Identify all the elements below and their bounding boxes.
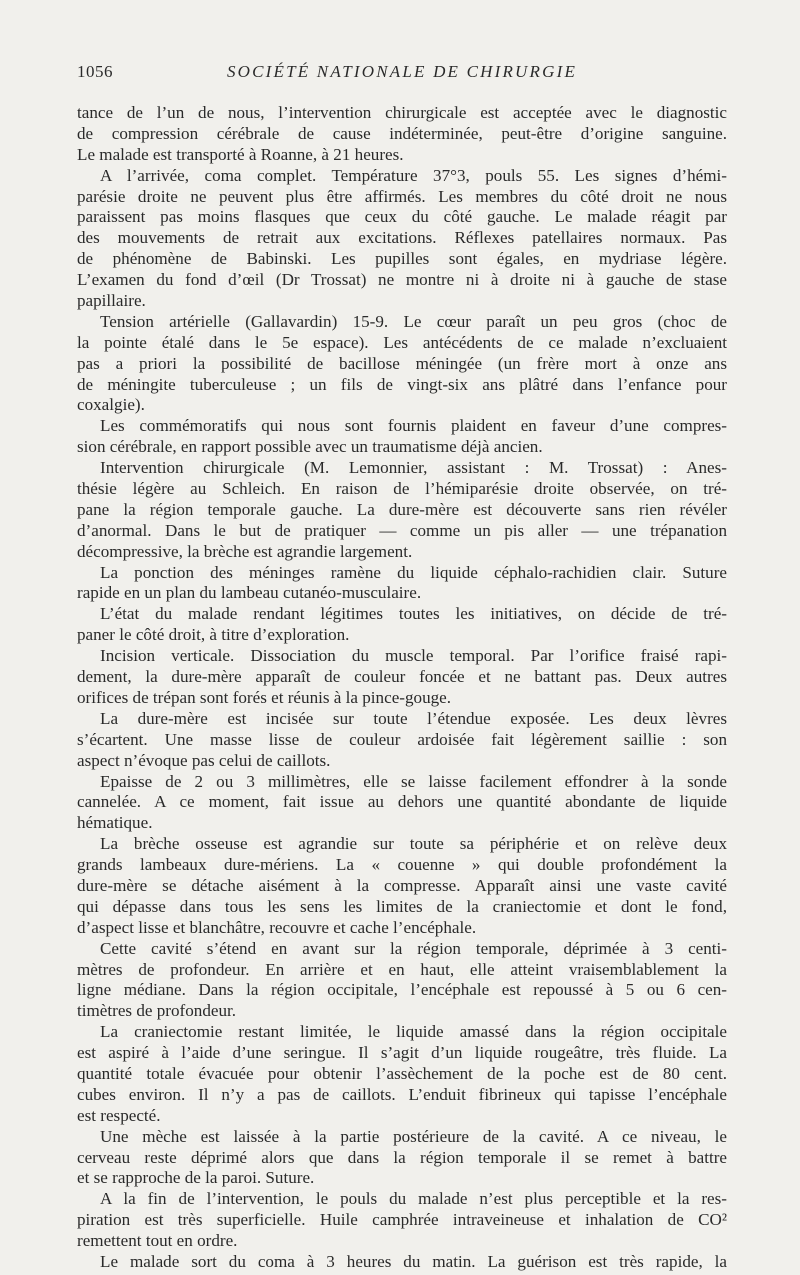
text-line: Incision verticale. Dissociation du muscle temporal. Par l’orifice fraisé rapi- xyxy=(100,646,727,666)
text-line: La ponction des méninges ramène du liquide céphalo-rachidien clair. Suture xyxy=(100,562,727,582)
text-line: La dure-mère est incisée sur toute l’étendue exposée. Les deux lèvres xyxy=(100,708,727,728)
text-line: et se rapproche de la paroi. Suture. xyxy=(77,1168,315,1188)
text-line: ligne médiane. Dans la région occipitale, l’encéphale est repoussé à 5 ou 6 cen- xyxy=(77,980,727,1000)
text-line: cerveau reste déprimé alors que dans la région temporale il se remet à battre xyxy=(77,1147,727,1167)
text-line: dement, la dure-mère apparaît de couleur foncée et ne battant pas. Deux autres xyxy=(77,667,727,687)
text-line: Cette cavité s’étend en avant sur la région temporale, déprimée à 3 centi- xyxy=(100,938,727,958)
text-line: qui dépasse dans tous les sens les limites de la craniectomie et dont le fond, xyxy=(77,896,727,916)
text-line: de phénomène de Babinski. Les pupilles sont égales, en mydriase légère. xyxy=(77,249,727,269)
text-line: L’examen du fond d’œil (Dr Trossat) ne montre ni à droite ni à gauche de stase xyxy=(77,270,727,290)
text-line: Le malade sort du coma à 3 heures du matin. La guérison est très rapide, la xyxy=(100,1251,727,1271)
text-line: grands lambeaux dure-mériens. La « couenne » qui double profondément la xyxy=(77,855,727,875)
text-line: Intervention chirurgicale (M. Lemonnier, assistant : M. Trossat) : Anes- xyxy=(100,458,727,478)
text-line: décompressive, la brèche est agrandie largement. xyxy=(77,541,413,561)
text-line: Les commémoratifs qui nous sont fournis plaident en faveur d’une compres- xyxy=(100,416,727,436)
text-line: piration est très superficielle. Huile camphrée intraveineuse et inhalation de CO² xyxy=(77,1210,727,1230)
text-line: de méningite tuberculeuse ; un fils de vingt-six ans plâtré dans l’enfance pour xyxy=(77,374,727,394)
text-line: hématique. xyxy=(77,813,153,833)
text-line: A la fin de l’intervention, le pouls du malade n’est plus perceptible et la res- xyxy=(100,1189,727,1209)
text-line: papillaire. xyxy=(77,291,146,311)
text-line: s’écartent. Une masse lisse de couleur ardoisée fait légèrement saillie : son xyxy=(77,729,727,749)
text-line: Tension artérielle (Gallavardin) 15-9. Le cœur paraît un peu gros (choc de xyxy=(100,311,727,331)
page-header xyxy=(77,62,727,88)
text-line: d’anormal. Dans le but de pratiquer — comme un pis aller — une trépanation xyxy=(77,520,727,540)
text-line: Epaisse de 2 ou 3 millimètres, elle se laisse facilement effondrer à la sonde xyxy=(100,771,727,791)
text-line: sion cérébrale, en rapport possible avec un traumatisme déjà ancien. xyxy=(77,437,543,457)
page-number: 1056 xyxy=(77,62,113,81)
text-line: parésie droite ne peuvent plus être affirmés. Les membres du côté droit ne nous xyxy=(77,186,727,206)
text-line: cubes environ. Il n’y a pas de caillots. L’enduit fibrineux qui tapisse l’encéphale xyxy=(77,1084,727,1104)
text-line: rapide en un plan du lambeau cutanéo-musculaire. xyxy=(77,583,422,603)
text-line: Le malade est transporté à Roanne, à 21 heures. xyxy=(77,144,404,164)
text-line: est respecté. xyxy=(77,1105,161,1125)
text-line: La craniectomie restant limitée, le liquide amassé dans la région occipitale xyxy=(100,1022,727,1042)
text-line: pas a priori la possibilité de bacillose méningée (un frère mort à onze ans xyxy=(77,353,727,373)
body-text xyxy=(77,103,727,1273)
text-line: paner le côté droit, à titre d’exploration. xyxy=(77,625,350,645)
text-line: quantité totale évacuée pour obtenir l’assèchement de la poche est de 80 cent. xyxy=(77,1063,727,1083)
text-line: Une mèche est laissée à la partie postérieure de la cavité. A ce niveau, le xyxy=(100,1126,727,1146)
text-line: cannelée. A ce moment, fait issue au dehors une quantité abondante de liquide xyxy=(77,792,727,812)
running-title: SOCIÉTÉ NATIONALE DE CHIRURGIE xyxy=(226,62,578,81)
text-line: L’état du malade rendant légitimes toutes les initiatives, on décide de tré- xyxy=(100,604,727,624)
text-line: thésie légère au Schleich. En raison de l’hémiparésie droite observée, on tré- xyxy=(77,479,727,499)
text-line: paraissent pas moins flasques que ceux du côté gauche. Le malade réagit par xyxy=(77,207,727,227)
text-line: des mouvements de retrait aux excitations. Réflexes patellaires normaux. Pas xyxy=(77,228,727,248)
text-line: de compression cérébrale de cause indéterminée, peut-être d’origine sanguine. xyxy=(77,123,727,143)
text-line: tance de l’un de nous, l’intervention chirurgicale est acceptée avec le diagnostic xyxy=(77,103,727,122)
text-line: d’aspect lisse et blanchâtre, recouvre et cache l’encéphale. xyxy=(77,917,477,937)
text-line: A l’arrivée, coma complet. Température 37°3, pouls 55. Les signes d’hémi- xyxy=(100,165,727,185)
text-line: orifices de trépan sont forés et réunis à la pince-gouge. xyxy=(77,687,452,707)
text-line: pane la région temporale gauche. La dure-mère est découverte sans rien révéler xyxy=(77,499,727,519)
text-line: est aspiré à l’aide d’une seringue. Il s’agit d’un liquide rougeâtre, très fluide. La xyxy=(77,1043,727,1063)
text-line: La brèche osseuse est agrandie sur toute sa périphérie et on relève deux xyxy=(100,834,727,854)
text-line: timètres de profondeur. xyxy=(77,1001,237,1021)
text-line: dure-mère se détache aisément à la compresse. Apparaît ainsi une vaste cavité xyxy=(77,875,727,895)
text-line: la pointe étalé dans le 5e espace). Les antécédents de ce malade n’excluaient xyxy=(77,332,727,352)
text-line: remettent tout en ordre. xyxy=(77,1231,238,1251)
text-line: coxalgie). xyxy=(77,395,145,415)
text-line: mètres de profondeur. En arrière et en haut, elle atteint vraisemblablement la xyxy=(77,959,727,979)
text-line: aspect n’évoque pas celui de caillots. xyxy=(77,750,331,770)
